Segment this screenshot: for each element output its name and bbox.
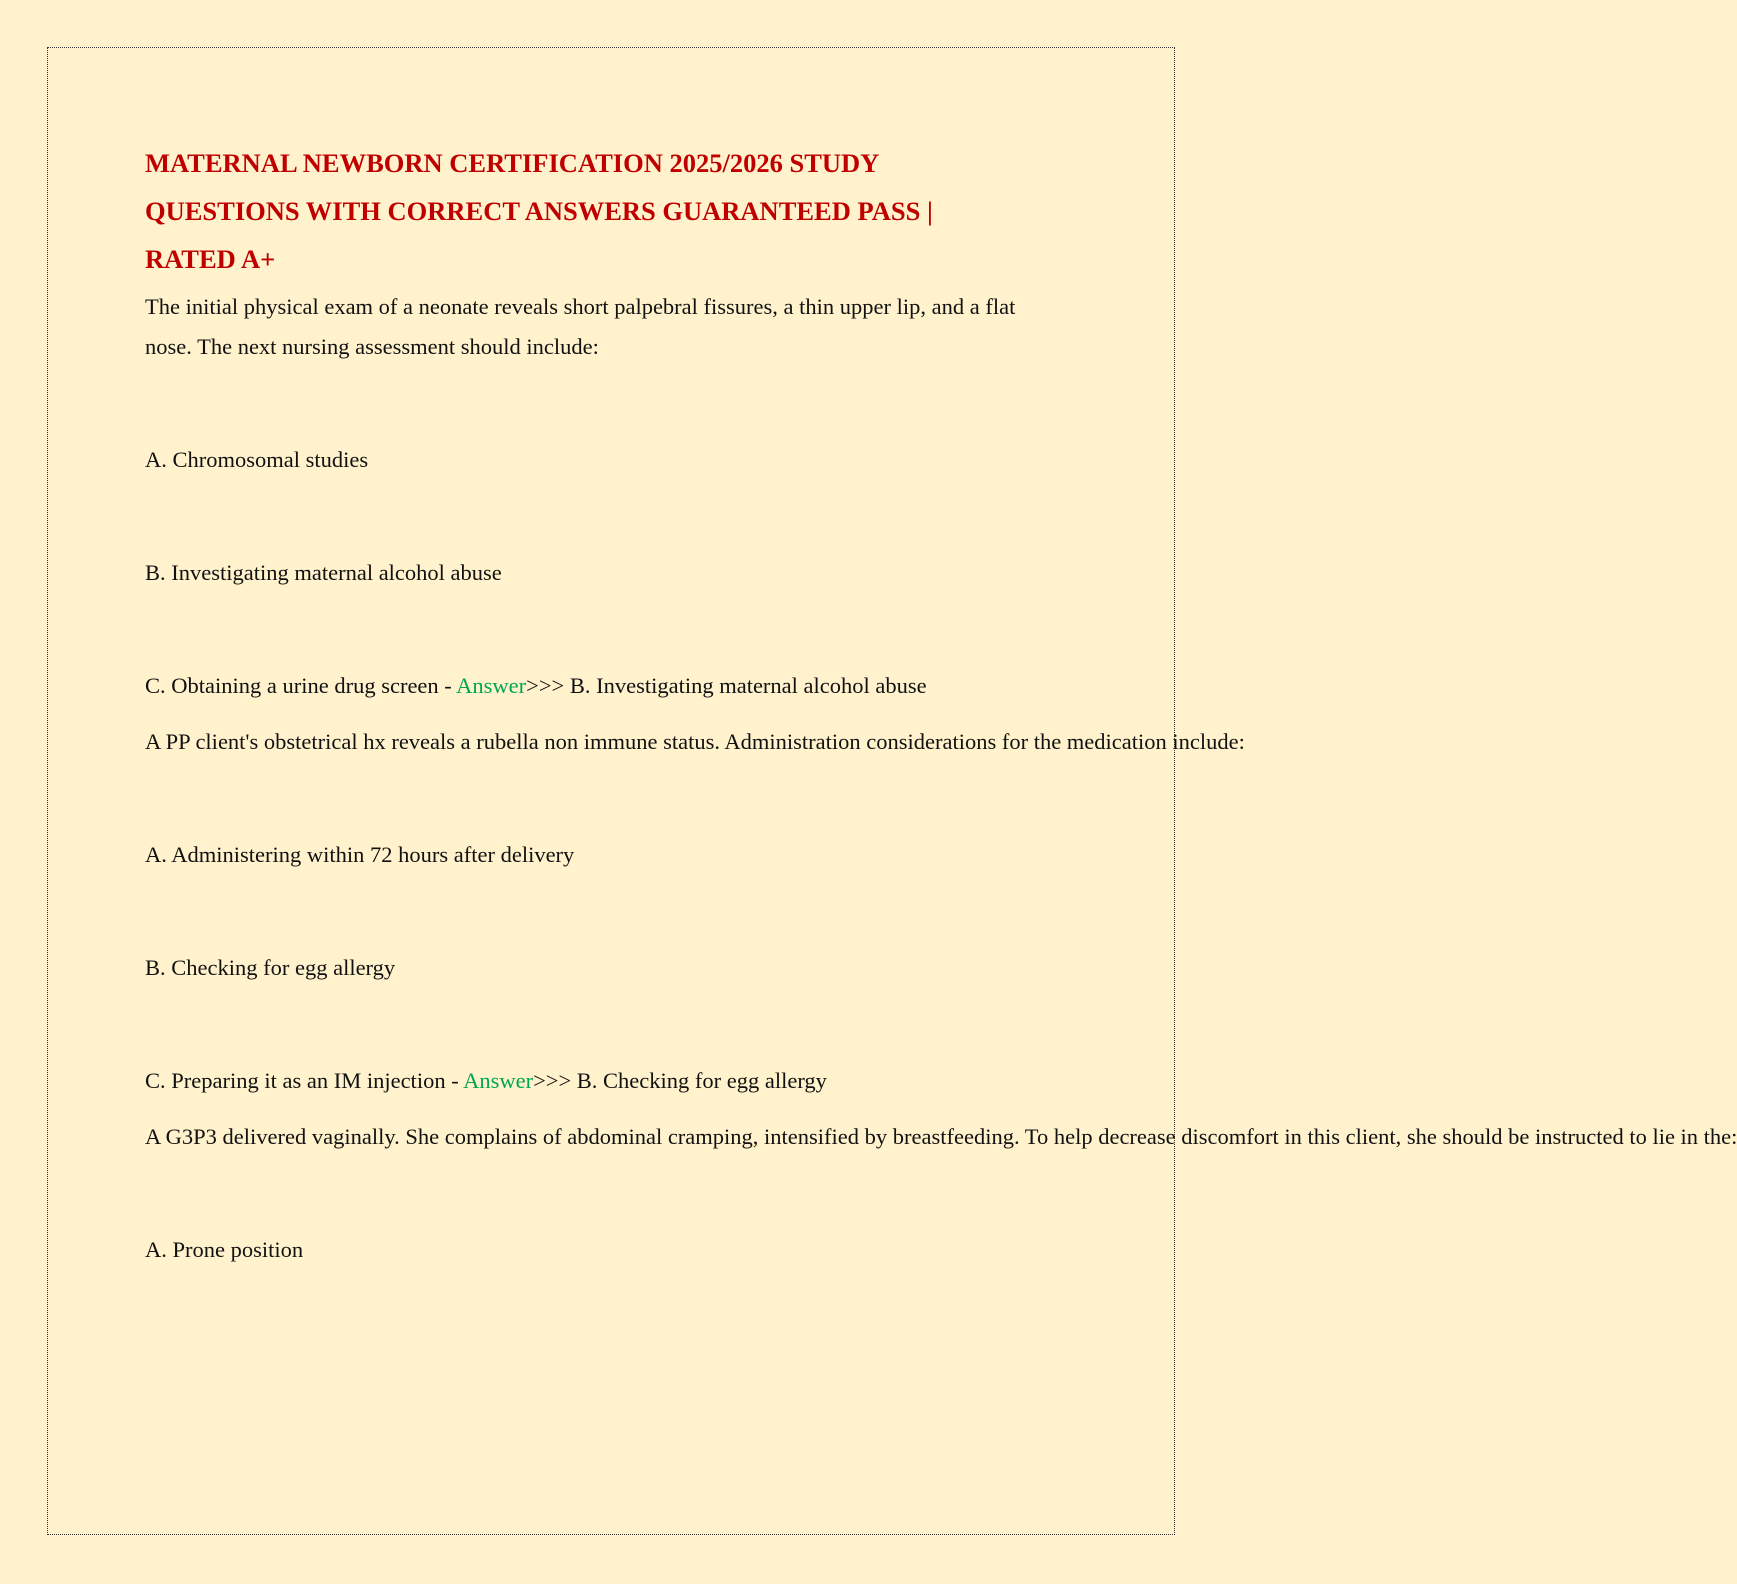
question-stem: [145, 1117, 1737, 1157]
question-stem-line: nose. The next nursing assessment should include:: [145, 334, 599, 359]
option-b: B. Investigating maternal alcohol abuse: [145, 560, 502, 585]
question-stem-line: A PP client's obstetrical hx reveals a rubella non immune status. Administration considerations: [145, 729, 997, 754]
question-stem: [145, 722, 1245, 762]
question-stem-line: for the medication include:: [1001, 729, 1245, 754]
title-line: RATED A+: [145, 244, 276, 274]
question-stem-line: The initial physical exam of a neonate reveals short palpebral fissures, a thin upper lip, and a flat: [145, 294, 1016, 319]
option-a: A. Chromosomal studies: [145, 447, 369, 472]
option-c: C. Obtaining a urine drug screen -: [145, 673, 457, 698]
question-stem-line: To help decrease discomfort in this client, she should be instructed to lie in the:: [1024, 1124, 1737, 1149]
document-title: [145, 139, 1095, 283]
option-c-with-answer: [145, 1061, 1095, 1101]
document-body: [145, 139, 1737, 1270]
question-block-2: [145, 722, 1245, 1101]
title-line: MATERNAL NEWBORN CERTIFICATION 2025/2026 STUDY: [145, 148, 880, 178]
option-b: B. Checking for egg allergy: [145, 955, 396, 980]
answer-label: Answer: [456, 673, 527, 698]
question-stem: [145, 287, 1095, 367]
question-block-1: [145, 287, 1095, 706]
question-stem-line: A G3P3 delivered vaginally. She complains of abdominal cramping, intensified by breastfeeding.: [145, 1124, 1020, 1149]
answer-text: >>> B. Investigating maternal alcohol abuse: [526, 673, 927, 698]
option-c: C. Preparing it as an IM injection -: [145, 1068, 464, 1093]
question-block-3: [145, 1117, 1737, 1270]
option-c-with-answer: [145, 666, 1095, 706]
option-a: A. Prone position: [145, 1237, 304, 1262]
answer-text: >>> B. Checking for egg allergy: [533, 1068, 827, 1093]
title-line: QUESTIONS WITH CORRECT ANSWERS GUARANTEED PASS |: [145, 196, 933, 226]
option-a: A. Administering within 72 hours after delivery: [145, 842, 575, 867]
answer-label: Answer: [463, 1068, 534, 1093]
